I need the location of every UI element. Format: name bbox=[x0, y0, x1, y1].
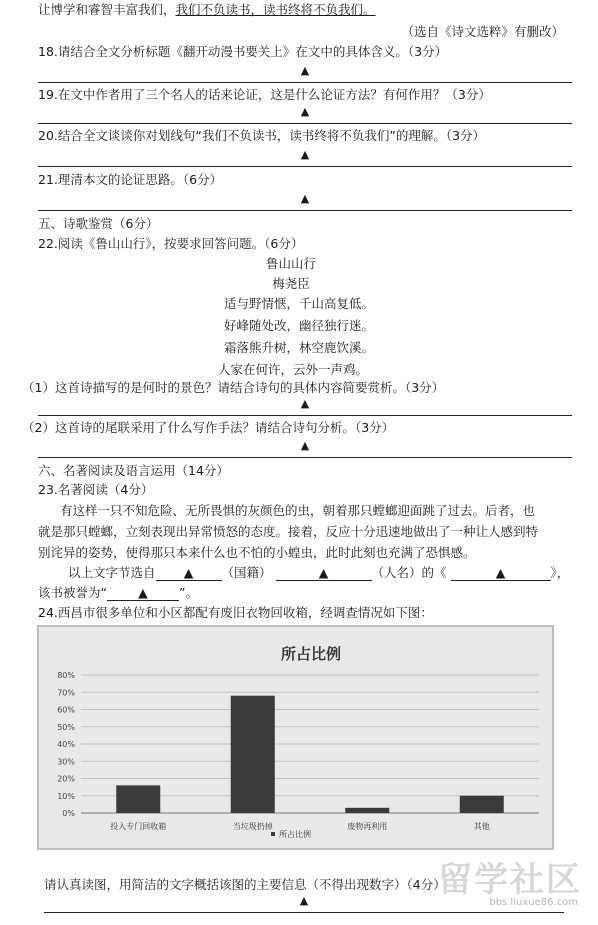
answer-line-19[interactable] bbox=[38, 103, 572, 124]
answer-marker: ▲ bbox=[300, 64, 310, 77]
y-tick-label: 30% bbox=[57, 757, 75, 767]
bar bbox=[460, 796, 504, 813]
intro-text: 让博学和睿智丰富我们， bbox=[38, 2, 176, 17]
legend-label: 所占比例 bbox=[279, 830, 311, 839]
fill-text: （国籍） bbox=[221, 565, 272, 580]
fill-text: 该书被誉为“ bbox=[38, 585, 107, 600]
question-22: 22.阅读《鲁山山行》，按要求回答问题。（6分） bbox=[38, 236, 304, 251]
bar bbox=[345, 808, 389, 813]
fill-blank-nationality[interactable] bbox=[156, 567, 222, 581]
answer-marker: ▲ bbox=[138, 585, 148, 600]
intro-line bbox=[38, 2, 376, 17]
x-tick-label: 当垃圾扔掉 bbox=[232, 822, 273, 831]
y-tick-label: 20% bbox=[57, 774, 75, 784]
answer-line-18[interactable] bbox=[38, 62, 572, 83]
answer-marker: ▲ bbox=[318, 565, 329, 580]
answer-line-22-1[interactable] bbox=[38, 395, 572, 416]
x-tick-label: 其他 bbox=[473, 822, 490, 831]
y-tick-label: 0% bbox=[62, 809, 75, 818]
fill-text: （人名）的《 bbox=[371, 565, 447, 580]
y-tick-label: 10% bbox=[57, 791, 75, 801]
underlined-sentence: 我们不负读书，读书终将不负我们。 bbox=[175, 2, 376, 17]
fill-text: 》， bbox=[550, 565, 570, 580]
fill-text: ”。 bbox=[178, 585, 198, 600]
y-tick-label: 70% bbox=[57, 688, 75, 698]
watermark-url: bbs.liuxue86.com bbox=[489, 897, 578, 908]
bar-chart bbox=[39, 627, 552, 848]
bar bbox=[231, 696, 275, 813]
fill-blank-author[interactable] bbox=[276, 567, 372, 581]
question-24-ask: 请认真读图，用简洁的文字概括该图的主要信息（不得出现数字）（4分） bbox=[44, 877, 446, 892]
question-19: 19.在文中作者用了三个名人的话来论证，这是什么论证方法？有何作用？（3分） bbox=[38, 87, 491, 102]
section-6-heading: 六、名著阅读及语言运用（14分） bbox=[38, 463, 229, 478]
poem-line: 人家在何许，云外一声鸡。 bbox=[217, 362, 368, 377]
fill-blank-praise[interactable] bbox=[107, 587, 179, 601]
question-18: 18.请结合全文分析标题《翻开动漫书要关上》在文中的具体含义。（3分） bbox=[38, 44, 448, 59]
poem-author: 梅尧臣 bbox=[272, 276, 310, 291]
question-22-2: （2）这首诗的尾联采用了什么写作手法？请结合诗句分析。（3分） bbox=[22, 420, 395, 435]
question-20: 20.结合全文谈谈你对划线句“我们不负读书，读书终将不负我们”的理解。（3分） bbox=[38, 128, 486, 143]
answer-line-20[interactable] bbox=[38, 146, 572, 167]
poem-line: 适与野情惬，千山高复低。 bbox=[223, 296, 374, 311]
section-5-heading: 五、诗歌鉴赏（6分） bbox=[38, 216, 159, 231]
answer-marker: ▲ bbox=[183, 565, 194, 580]
chart-title: 所占比例 bbox=[280, 645, 342, 663]
answer-marker: ▲ bbox=[299, 894, 309, 907]
question-22-1: （1）这首诗描写的是何时的景色？请结合诗句的具体内容简要赏析。（3分） bbox=[22, 380, 445, 395]
fill-in-row bbox=[68, 565, 569, 581]
y-tick-label: 80% bbox=[57, 671, 75, 680]
answer-marker: ▲ bbox=[300, 397, 310, 410]
bar bbox=[116, 785, 160, 813]
question-23: 23.名著阅读（4分） bbox=[38, 482, 154, 497]
passage-line: 就是那只螳螂，立刻表现出异常愤怒的态度。接着，反应十分迅速地做出了一种让人感到特 bbox=[38, 524, 539, 539]
legend-swatch bbox=[271, 832, 275, 836]
passage-line: 有这样一只不知危险、无所畏惧的灰颜色的虫，朝着那只螳螂迎面跳了过去。后者，也 bbox=[60, 503, 536, 518]
poem-line: 好峰随处改，幽径独行迷。 bbox=[223, 318, 374, 333]
answer-marker: ▲ bbox=[300, 148, 310, 161]
y-tick-label: 60% bbox=[57, 705, 75, 715]
passage-line: 别诧异的姿势，使得那只本来什么也不怕的小蝗虫，此时此刻也充满了恐惧感。 bbox=[38, 545, 476, 560]
answer-line-22-2[interactable] bbox=[38, 437, 572, 458]
question-24: 24.西昌市很多单位和小区都配有废旧衣物回收箱，经调查情况如下图： bbox=[38, 605, 433, 620]
question-21: 21.理清本文的论证思路。（6分） bbox=[38, 172, 223, 187]
watermark-logo: 留学社区 bbox=[438, 860, 582, 900]
answer-marker: ▲ bbox=[300, 192, 310, 205]
answer-marker: ▲ bbox=[495, 565, 506, 580]
poem-line: 霜落熊升树，林空鹿饮溪。 bbox=[223, 340, 374, 355]
y-tick-label: 50% bbox=[57, 722, 75, 732]
x-tick-label: 废物再利用 bbox=[347, 822, 388, 831]
answer-marker: ▲ bbox=[300, 105, 310, 118]
fill-text: 以上文字节选自 bbox=[68, 565, 156, 580]
source-note: （选自《诗文选粹》有删改） bbox=[401, 24, 564, 39]
fill-blank-book[interactable] bbox=[451, 567, 551, 581]
poem-title: 鲁山山行 bbox=[265, 256, 316, 271]
chart-frame bbox=[37, 625, 554, 850]
y-tick-label: 40% bbox=[57, 740, 75, 749]
fill-in-row-2 bbox=[38, 585, 198, 601]
x-tick-label: 投入专门回收箱 bbox=[110, 822, 167, 831]
answer-line-21[interactable] bbox=[38, 190, 572, 211]
answer-marker: ▲ bbox=[300, 439, 310, 452]
